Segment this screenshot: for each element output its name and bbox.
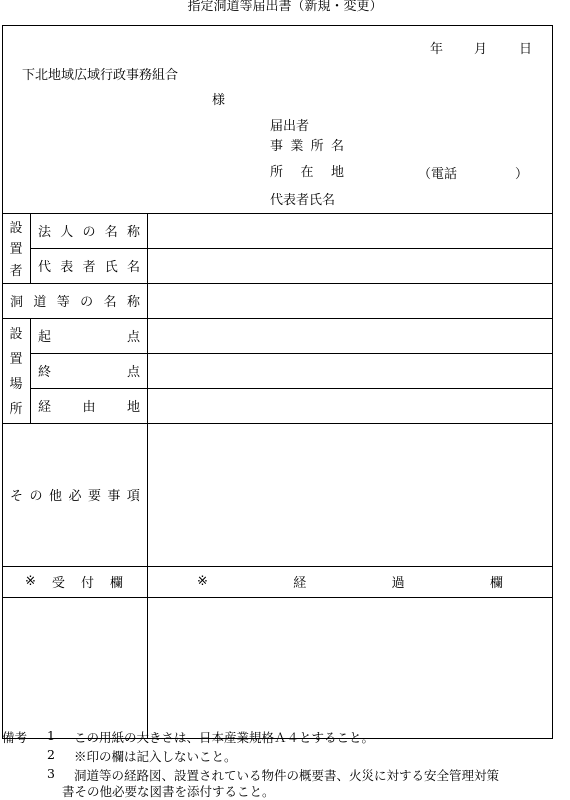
- tunnel-name-field[interactable]: [148, 284, 552, 318]
- phone-close-paren: ）: [515, 167, 529, 182]
- note-2-text: ※印の欄は記入しないこと。: [74, 749, 237, 764]
- rule-location-divider: [30, 318, 31, 423]
- note-3-continuation: 書その他必要な図書を添付すること。: [62, 784, 275, 799]
- notes-label: 備考: [2, 730, 28, 745]
- location-label: 設 置 場 所: [9, 327, 23, 417]
- date-month-label: 月: [474, 42, 488, 57]
- note-3-text: 洞道等の経路図、設置されている物件の概要書、火災に対する安全管理対策: [74, 768, 500, 783]
- note-3-number: 3: [47, 766, 55, 781]
- rule-installer-divider: [30, 213, 31, 283]
- date-day-label: 日: [519, 42, 533, 57]
- date-year-label: 年: [430, 42, 444, 57]
- via-point-field[interactable]: [148, 389, 552, 423]
- tunnel-name-label: 洞 道 等 の 名 称: [10, 295, 140, 310]
- reception-header: ※ 受 付 欄: [25, 574, 123, 591]
- note-2-number: 2: [47, 747, 55, 762]
- start-point-label: 起 点: [38, 330, 140, 345]
- end-point-field[interactable]: [148, 354, 552, 388]
- via-point-label: 経 由 地: [38, 400, 140, 415]
- office-name-label: 事 業 所 名: [270, 138, 344, 154]
- notifier-label: 届出者: [270, 119, 310, 134]
- other-matters-field[interactable]: [148, 424, 552, 566]
- progress-area: [148, 598, 552, 738]
- addressee-honorific: 様: [212, 93, 226, 108]
- location-address-label: 所 在 地: [270, 164, 344, 180]
- phone-label: （電話: [418, 167, 458, 182]
- note-1-text: この用紙の大きさは、日本産業規格Ａ４とすること。: [74, 730, 375, 745]
- corp-name-field[interactable]: [148, 214, 552, 248]
- addressee: 下北地域広域行政事務組合: [22, 68, 179, 83]
- corp-name-label: 法 人 の 名 称: [38, 225, 140, 240]
- installer-label: 設 置 者: [9, 221, 23, 279]
- progress-header: ※ 経 過 欄: [197, 574, 503, 591]
- end-point-label: 終 点: [38, 365, 140, 380]
- reception-area: [3, 598, 146, 738]
- note-1-number: 1: [47, 728, 55, 743]
- representative-label: 代表者氏名: [270, 193, 336, 208]
- rep-name-field[interactable]: [148, 249, 552, 283]
- other-matters-label: そ の 他 必 要 事 項: [10, 489, 140, 504]
- rep-name-label: 代 表 者 氏 名: [38, 260, 140, 275]
- start-point-field[interactable]: [148, 319, 552, 353]
- form-title: 指定洞道等届出書（新規・変更）: [187, 0, 383, 14]
